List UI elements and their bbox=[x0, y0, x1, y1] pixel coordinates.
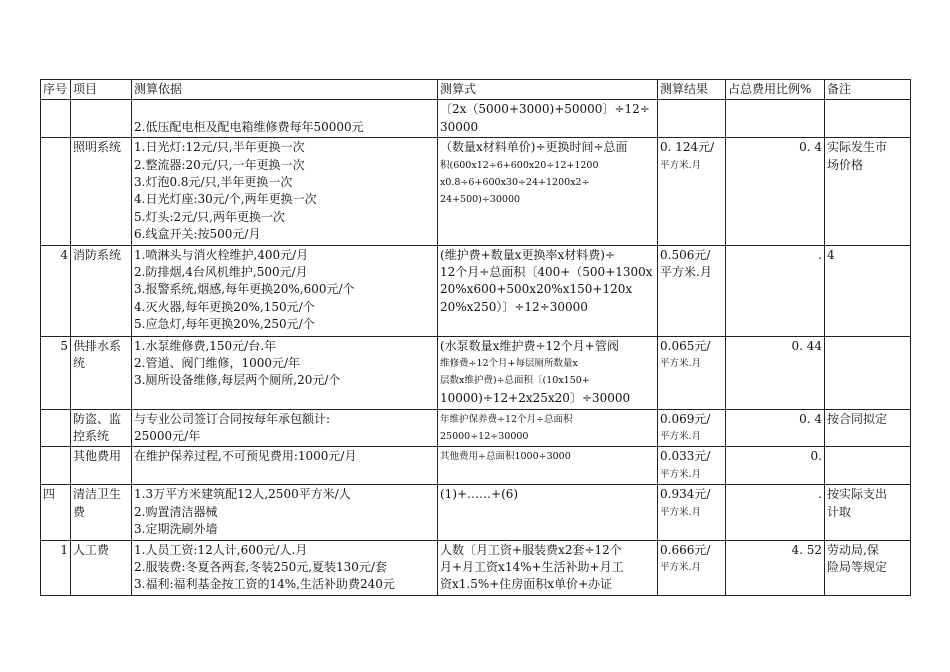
row-result bbox=[658, 138, 726, 245]
result-value: 0.934元/ bbox=[660, 487, 711, 502]
formula-line: 10000)÷12+2x25x20〕÷30000 bbox=[440, 390, 631, 405]
row-basis: 2.低压配电柜及配电箱维修费每年50000元 bbox=[132, 100, 438, 138]
result-value: 0.069元/ bbox=[660, 411, 711, 426]
row-note bbox=[825, 336, 911, 409]
row-result bbox=[658, 540, 726, 595]
row-note: 劳动局,保 险局等规定 bbox=[825, 540, 911, 595]
row-item bbox=[71, 100, 132, 138]
row-basis: 1.喷淋头与消火栓维护,400元/月 2.防排烟,4台风机维护,500元/月 3.报警系统,烟感,每年更换20%,600元/个 4.灭火器,每年更换20%,150元/个 5.应急灯,每年更换20%,250元/个 bbox=[132, 245, 438, 336]
row-basis: 1.3万平方米建筑配12人,2500平方米/人 2.购置清洁器械 3.定期洗刷外墙 bbox=[132, 485, 438, 540]
result-value: 0.065元/ bbox=[660, 338, 711, 353]
row-result: 0.506元/ 平方米.月 bbox=[658, 245, 726, 336]
table-row bbox=[41, 245, 911, 336]
row-formula bbox=[438, 409, 658, 447]
row-formula: (1)+……+(6) bbox=[438, 485, 658, 540]
header-formula: 测算式 bbox=[438, 80, 658, 100]
row-formula: 其他费用÷总面积1000÷3000 bbox=[438, 447, 658, 485]
row-result bbox=[658, 447, 726, 485]
row-result bbox=[658, 409, 726, 447]
result-value: 0. 124元/ bbox=[660, 140, 715, 155]
formula-line: x0.8÷6+600x30÷24+1200x2÷ 24+500)÷30000 bbox=[440, 177, 590, 206]
table-row bbox=[41, 485, 911, 540]
row-result bbox=[658, 336, 726, 409]
row-basis: 1.日光灯:12元/只,半年更换一次 2.整流器:20元/只,一年更换一次 3.灯泡0.8元/只,半年更换一次 4.日光灯座:30元/个,两年更换一次 5.灯头:2元/只,两年更换一次 6.线盒开关:按500元/月 bbox=[132, 138, 438, 245]
formula-line: 维修费÷12个月+每层厕所数量x bbox=[440, 358, 578, 370]
row-note: 4 bbox=[825, 245, 911, 336]
row-formula bbox=[438, 138, 658, 245]
header-item: 项目 bbox=[71, 80, 132, 100]
row-ratio: . bbox=[726, 245, 825, 336]
row-ratio: 0. 4 bbox=[726, 409, 825, 447]
formula-line: （数量x材料单价)÷更换时间÷总面 bbox=[440, 140, 628, 155]
row-formula: (维护费+数量x更换率x材料费)÷ 12个月÷总面积〔400+（500+1300x 20%x600+500x20%x150+120x 20%x250）〕÷12÷30000 bbox=[438, 245, 658, 336]
row-seq bbox=[41, 138, 71, 245]
result-unit: 平方米.月 bbox=[660, 159, 702, 171]
row-note: 实际发生市 场价格 bbox=[825, 138, 911, 245]
formula-line: 层数x维护费)÷总面积〔(10x150+ bbox=[440, 375, 590, 387]
result-unit: 平方米.月 bbox=[660, 431, 702, 443]
row-result bbox=[658, 485, 726, 540]
formula-line: 积(600x12÷6+600x20÷12+1200 bbox=[440, 159, 599, 171]
row-seq: 4 bbox=[41, 245, 71, 336]
row-seq: 1 bbox=[41, 540, 71, 595]
formula-line: 25000÷12÷30000 bbox=[440, 431, 529, 443]
row-ratio: 4. 52 bbox=[726, 540, 825, 595]
row-item: 照明系统 bbox=[71, 138, 132, 245]
table-row bbox=[41, 447, 911, 485]
row-formula: 人数〔月工资+服装费x2套÷12个 月+月工资x14%+生活补助+月工 资x1.5%+住房面积x单价+办证 bbox=[438, 540, 658, 595]
row-seq bbox=[41, 100, 71, 138]
result-value: 0.666元/ bbox=[660, 542, 711, 557]
table-row bbox=[41, 138, 911, 245]
row-seq bbox=[41, 409, 71, 447]
row-item: 清洁卫生 费 bbox=[71, 485, 132, 540]
header-basis: 测算依据 bbox=[132, 80, 438, 100]
row-seq: 四 bbox=[41, 485, 71, 540]
row-note: 按合同拟定 bbox=[825, 409, 911, 447]
row-note bbox=[825, 447, 911, 485]
result-unit: 平方米.月 bbox=[660, 468, 702, 480]
row-basis: 与专业公司签订合同按每年承包额计: 25000元/年 bbox=[132, 409, 438, 447]
header-seq: 序号 bbox=[41, 80, 71, 100]
row-basis: 在维护保养过程,不可预见费用:1000元/月 bbox=[132, 447, 438, 485]
row-formula: 〔2x（5000+3000)+50000〕÷12÷ 30000 bbox=[438, 100, 658, 138]
row-result bbox=[658, 100, 726, 138]
row-basis: 1.水泵维修费,150元/台.年 2.管道、阀门维修，1000元/年 3.厕所设备维修,每层两个厕所,20元/个 bbox=[132, 336, 438, 409]
row-item: 防盗、监 控系统 bbox=[71, 409, 132, 447]
table-row bbox=[41, 100, 911, 138]
row-formula bbox=[438, 336, 658, 409]
row-item: 供排水系 统 bbox=[71, 336, 132, 409]
table-row bbox=[41, 336, 911, 409]
row-ratio: 0. bbox=[726, 447, 825, 485]
row-ratio bbox=[726, 100, 825, 138]
cost-estimate-table bbox=[40, 79, 911, 596]
row-ratio: . bbox=[726, 485, 825, 540]
formula-line: (水泵数量x维护费÷12个月+管阀 bbox=[440, 338, 619, 353]
result-unit: 平方米.月 bbox=[660, 561, 702, 573]
result-value: 0.033元/ bbox=[660, 449, 711, 464]
table-row bbox=[41, 540, 911, 595]
table-header-row bbox=[41, 80, 911, 100]
result-unit: 平方米.月 bbox=[660, 506, 702, 518]
formula-line: 年维护保养费÷12个月÷总面积 bbox=[440, 413, 573, 425]
header-note: 备注 bbox=[825, 80, 911, 100]
row-ratio: 0. 4 bbox=[726, 138, 825, 245]
header-result: 测算结果 bbox=[658, 80, 726, 100]
table-row bbox=[41, 409, 911, 447]
row-note bbox=[825, 100, 911, 138]
row-item: 消防系统 bbox=[71, 245, 132, 336]
row-item: 其他费用 bbox=[71, 447, 132, 485]
row-item: 人工费 bbox=[71, 540, 132, 595]
result-unit: 平方米.月 bbox=[660, 358, 702, 370]
row-note: 按实际支出 计取 bbox=[825, 485, 911, 540]
row-ratio: 0. 44 bbox=[726, 336, 825, 409]
row-seq: 5 bbox=[41, 336, 71, 409]
header-ratio: 占总费用比例% bbox=[726, 80, 825, 100]
row-basis: 1.人员工资:12人计,600元/人.月 2.服装费:冬夏各两套,冬装250元,夏装130元/套 3.福利:福利基金按工资的14%,生活补助费240元 bbox=[132, 540, 438, 595]
row-seq bbox=[41, 447, 71, 485]
